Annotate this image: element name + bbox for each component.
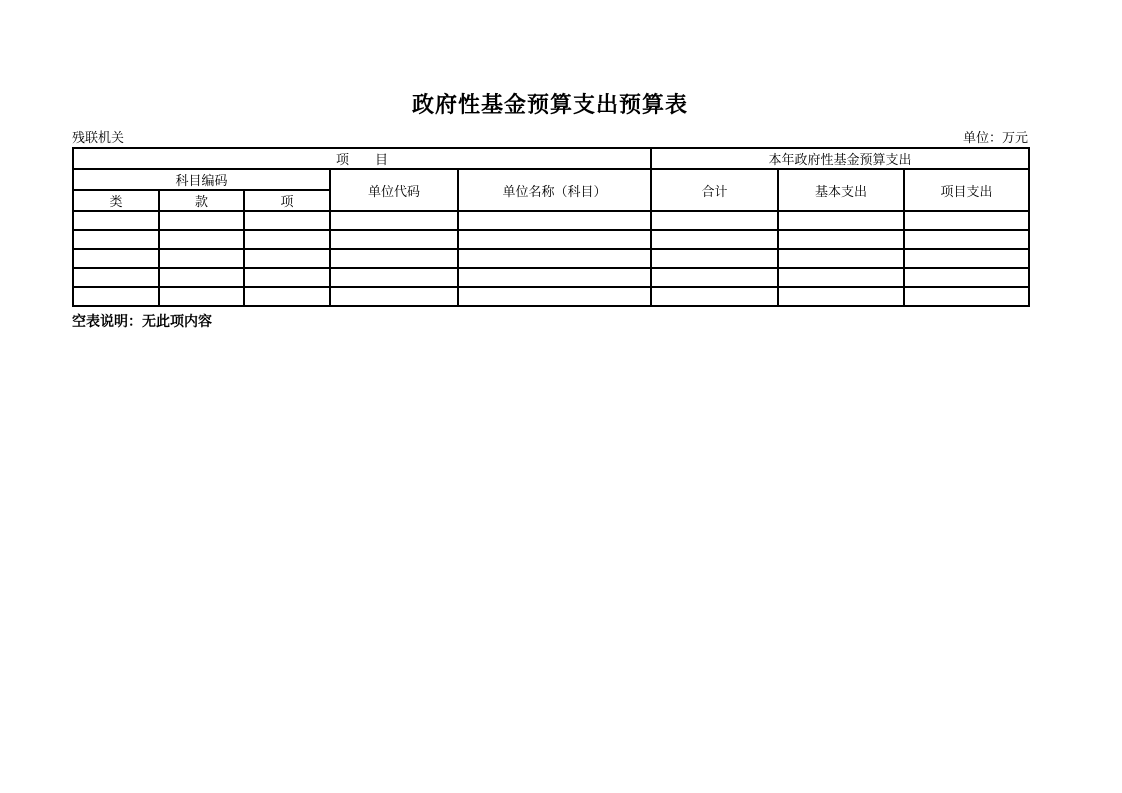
- header-class: 类: [73, 190, 159, 211]
- cell-project-expense: [904, 230, 1029, 249]
- cell-unit-code: [330, 211, 458, 230]
- cell-project-expense: [904, 268, 1029, 287]
- cell-unit-name: [458, 230, 651, 249]
- cell-item: [244, 249, 330, 268]
- table-row: [73, 230, 1029, 249]
- table-row: [73, 249, 1029, 268]
- cell-section: [159, 249, 244, 268]
- cell-unit-code: [330, 230, 458, 249]
- cell-unit-code: [330, 268, 458, 287]
- cell-unit-name: [458, 249, 651, 268]
- table-row: [73, 211, 1029, 230]
- cell-class: [73, 230, 159, 249]
- header-total: 合计: [651, 169, 778, 211]
- cell-total: [651, 268, 778, 287]
- cell-basic-expense: [778, 230, 904, 249]
- cell-class: [73, 249, 159, 268]
- header-item: 项: [244, 190, 330, 211]
- header-section: 款: [159, 190, 244, 211]
- unit-label: 单位：万元: [962, 130, 1028, 145]
- cell-section: [159, 287, 244, 306]
- org-name-label: 残联机关: [72, 130, 125, 145]
- cell-project-expense: [904, 249, 1029, 268]
- empty-table-note: 空表说明：无此项内容: [72, 313, 212, 329]
- cell-class: [73, 268, 159, 287]
- cell-project-expense: [904, 287, 1029, 306]
- cell-basic-expense: [778, 287, 904, 306]
- cell-unit-code: [330, 287, 458, 306]
- cell-unit-name: [458, 268, 651, 287]
- page-title: 政府性基金预算支出预算表: [411, 92, 688, 117]
- cell-total: [651, 249, 778, 268]
- cell-section: [159, 230, 244, 249]
- cell-basic-expense: [778, 211, 904, 230]
- cell-section: [159, 268, 244, 287]
- cell-unit-code: [330, 249, 458, 268]
- header-subject-code-group: 科目编码: [73, 169, 330, 190]
- header-project-expense: 项目支出: [904, 169, 1029, 211]
- header-unit-name: 单位名称（科目）: [458, 169, 651, 211]
- cell-item: [244, 287, 330, 306]
- cell-unit-name: [458, 287, 651, 306]
- cell-basic-expense: [778, 249, 904, 268]
- cell-class: [73, 287, 159, 306]
- table-row: [73, 268, 1029, 287]
- cell-basic-expense: [778, 268, 904, 287]
- cell-item: [244, 268, 330, 287]
- budget-table: [72, 147, 1030, 307]
- cell-item: [244, 211, 330, 230]
- table-row: [73, 287, 1029, 306]
- cell-class: [73, 211, 159, 230]
- header-basic-expense: 基本支出: [778, 169, 904, 211]
- cell-project-expense: [904, 211, 1029, 230]
- header-unit-code: 单位代码: [330, 169, 458, 211]
- cell-total: [651, 211, 778, 230]
- table-meta-row: [72, 130, 1028, 145]
- cell-item: [244, 230, 330, 249]
- document-content: [72, 0, 1028, 330]
- header-budget-group: 本年政府性基金预算支出: [651, 148, 1029, 169]
- cell-total: [651, 287, 778, 306]
- cell-total: [651, 230, 778, 249]
- cell-unit-name: [458, 211, 651, 230]
- header-project-group: 项 目: [73, 148, 651, 169]
- cell-section: [159, 211, 244, 230]
